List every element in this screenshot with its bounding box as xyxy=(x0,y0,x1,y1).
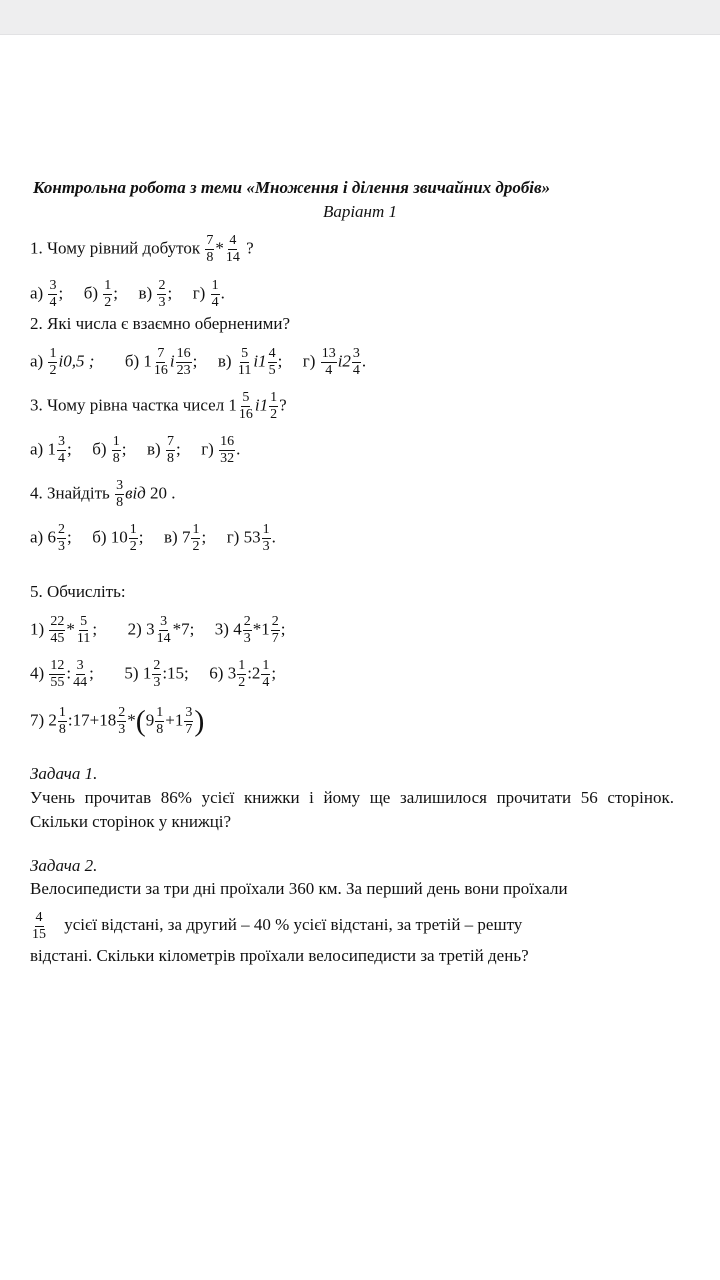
task-2-title: Задача 2. xyxy=(30,856,98,875)
question-5-row-1: 1) $\frac{22}{45}$ * $\frac{5}{11}$ ; 2) 3 $\frac{3}{14}$ *7; 3) 4 $\frac{2}{3}$ *1 $\frac{2}{7}$ ; xyxy=(30,614,286,646)
task-1-title: Задача 1. xyxy=(30,764,98,783)
task-2-line-1: Велосипедисти за три дні проїхали 360 км. За перший день вони проїхали xyxy=(30,879,568,898)
fraction: $\frac{4}{14}$ xyxy=(225,233,240,265)
question-1-text: 1. Чому рівний добуток xyxy=(30,238,201,258)
question-4-answers: а) 6 $\frac{2}{3}$ ; б) 10 $\frac{1}{2}$ ; в) 7 $\frac{1}{2}$ ; г) 53 $\frac{1}{3}$ . xyxy=(30,522,276,554)
task-2-line-3: відстані. Скільки кілометрів проїхали велосипедисти за третій день? xyxy=(30,946,529,965)
question-1: 1. Чому рівний добуток $\frac{7}{8}$ * $\frac{4}{14}$ ? xyxy=(30,233,254,265)
question-1-answers: а) $\frac{3}{4}$ ; б) $\frac{1}{2}$ ; в) $\frac{2}{3}$ ; г) $\frac{1}{4}$ . xyxy=(30,278,225,310)
question-2-text: 2. Які числа є взаємно оберненими? xyxy=(30,314,290,333)
task-2-line-2: $\frac{4}{15}$ усієї відстані, за другий – 40 % усієї відстані, за третій – решту xyxy=(32,910,523,942)
question-4: 4. Знайдіть $\frac{3}{8}$ від 20 . xyxy=(30,478,176,510)
question-5-text: 5. Обчисліть: xyxy=(30,582,126,601)
question-3-answers: а) 1 $\frac{3}{4}$ ; б) $\frac{1}{8}$ ; в) $\frac{7}{8}$ ; г) $\frac{16}{32}$ . xyxy=(30,434,241,466)
question-3: 3. Чому рівна частка чисел 1 $\frac{5}{16}$ і1 $\frac{1}{2}$ ? xyxy=(30,390,287,422)
page-title: Контрольна робота з теми «Множення і ділення звичайних дробів» xyxy=(33,178,551,197)
task-1-text: Учень прочитав 86% усієї книжки і йому ще залишилося прочитати 56 сторінок. Скільки сторінок у книжці? xyxy=(30,788,674,831)
question-5-row-3: 7) 2 $\frac{1}{8}$ :17+18 $\frac{2}{3}$ *(9 $\frac{1}{8}$ +1 $\frac{3}{7}$ ) xyxy=(30,704,205,738)
question-5-row-2: 4) $\frac{12}{55}$ : $\frac{3}{44}$ ; 5) 1 $\frac{2}{3}$ :15; 6) 3 $\frac{1}{2}$ :2 $\frac{1}{4}$ ; xyxy=(30,658,277,690)
variant-label: Варіант 1 xyxy=(322,202,398,221)
fraction: $\frac{7}{8}$ xyxy=(206,233,214,265)
question-2-answers: а) $\frac{1}{2}$ і0,5 ; б) 1 $\frac{7}{16}$ і $\frac{16}{23}$ ; в) $\frac{5}{11}$ і1 $\frac{4}{5}$ ; г) $\frac{13}{4}$ і2 $\frac{3}{4}$ . xyxy=(30,346,367,378)
